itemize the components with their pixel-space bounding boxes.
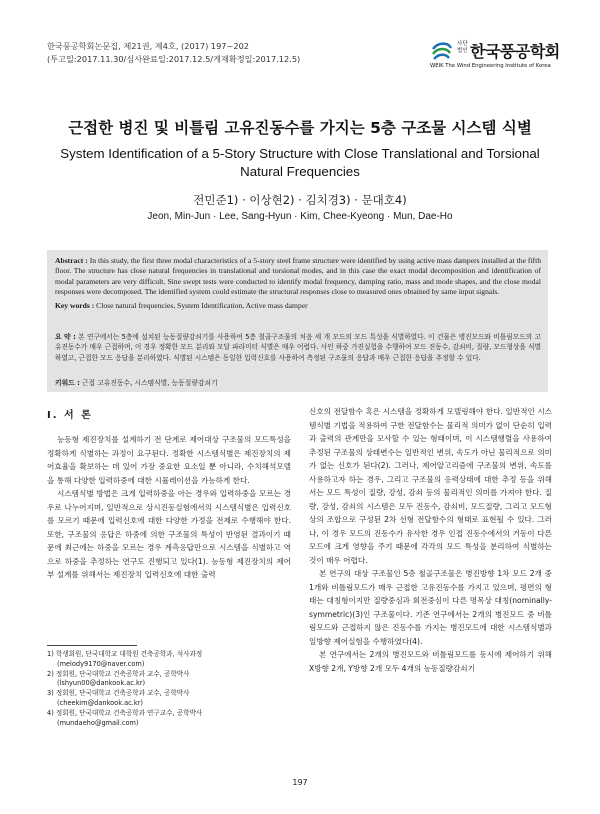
abstract-label: Abstract :: [55, 256, 88, 265]
footnote: 1) 학생회원, 단국대학교 대학원 건축공학과, 석사과정: [47, 650, 203, 658]
kw-ko-label: 키워드 :: [55, 379, 80, 387]
paragraph: 신호의 전달함수 혹은 시스템을 정확하게 모델링해야 한다. 일반적인 시스템식별 기법을 적용하여 구한 전달함수는 물리적 의미가 없이 단순히 입력과 출력의 관계만을 모사할 수 있는 형태이며, 이 시스템행렬을 사용하여 추정된 구조물의 상태변수는 일반적인 변위, 속도가 아닌 물리적으로 의미가 없는 신호가 된다(2). 그러나, 제어알고리즘에 구조물의 변위, 속도를 사용하고자 하는 경우, 그리고 구조물의 응력상태에 대한 추정 등을 위해서는 모드 특성이 질량, 강성, 감쇠 등의 물리적인 의미를 가져야 한다. 질량, 강성, 감쇠의 시스템은 모두 진동수, 감쇠비, 모드질량, 그리고 모드형상의 조합으로 구성된 2차 선형 전달함수의 형태로 표현될 수 있다. 그러나, 이 경우 모드의 진동수가 유사한 경우 인접 진동수에서의 거동이 다른 모드에 크게 영향을 주기 때문에 각각의 모드 특성을 분리하여 식별하는 것이 매우 어렵다.: [309, 407, 552, 565]
footnote-email: (mundaeho@gmail.com): [57, 718, 139, 727]
keywords-label: Key words :: [55, 300, 95, 310]
journal-citation: 한국풍공학회논문집, 제21권, 제4호, (2017) 197~202: [47, 41, 250, 51]
kw-ko-text: 근접 고유진동수, 시스템식별, 능동질량감쇠기: [81, 379, 218, 387]
abstract-korean: [55, 332, 541, 363]
footnote: 4) 정회원, 단국대학교 건축공학과 연구교수, 공학박사: [47, 708, 203, 717]
yoyak-label: 요 약 :: [55, 333, 76, 341]
body-column-left: [47, 433, 291, 582]
journal-header: [47, 40, 300, 65]
keywords-english: [55, 301, 541, 311]
paragraph: 본 연구의 대상 구조물인 5층 철골구조물은 병진방향 1차 모드 2개 중 1개와 비틀림모드가 매우 근접한 고유진동수를 가지고 있으며, 평면의 형태는 대칭형이지만 질량중심과 회전중심이 다른 명목상 대칭(nominally-symmetric)(3)인 구조물이다. 기존 연구에서는 2개의 병진모드 중 비틀림모드와 근접하지 않은 진동수를 가지는 병진모드에 대한 시스템식별과 일방향 제어실험을 수행하였다(4).: [309, 569, 552, 646]
footnote-email: (melody9170@naver.com): [57, 659, 145, 668]
yoyak-text: 본 연구에서는 5층에 설치된 능동질량감쇠기를 사용하여 5층 철골구조물의 처음 세 개 모드의 모드 특성을 식별하였다. 이 건물은 병진모드와 비틀림모드의 고유진동수가 매우 근접하며, 이 경우 정확한 모드 분리와 모달 파라미터 식별은 매우 어렵다. 사인 하중 가진실험을 수행하여 모드 진동수, 감쇠비, 질량, 모드형상을 식별하였고, 근접한 모드 응답을 분리하였다. 식별된 시스템은 동일한 입력신호를 사용하여 측정된 구조물의 응답과 매우 근접한 응답을 추정할 수 있다.: [55, 333, 541, 362]
footnotes: [47, 650, 291, 728]
abstract-text: In this study, the first three modal characteristics of a 5-story steel frame structure were identified by using active mass dampers installed at the fifth floor. The structure has close natural frequencies in translational and torsional modes, and in this case the exact modal decomposition and identification of modal parameters are very difficult. Sine swept tests were conducted to identify modal frequency, damping ratio, mass and mode shapes, and the close modal responses were decomposed. The identified system could estimate the structural responses close to measured ones obtained by same input signals.: [55, 256, 541, 297]
paragraph: 능동형 제진장치를 설계하기 전 단계로 제어대상 구조물의 모드특성을 정확하게 식별하는 과정이 요구된다. 정확한 시스템식별은 제진장치의 제어효율을 확보하는 데 있어 가장 중요한 요소일 뿐 아니라, 수치해석모델을 통해 다양한 입력하중에 대한 시뮬레이션을 가능하게 한다.: [47, 435, 291, 485]
title-english: System Identification of a 5-Story Structure with Close Translational and Torsional Natural Frequencies: [60, 146, 540, 179]
title-korean: 근접한 병진 및 비틀림 고유진동수를 가지는 5층 구조물 시스템 식별: [68, 119, 532, 137]
authors-korean: 전민준1) · 이상현2) · 김치경3) · 문대호4): [193, 193, 407, 207]
journal-dates: (투고일:2017.11.30/심사완료일:2017.12.5/게재확정일:2017.12.5): [47, 53, 301, 64]
paragraph: 본 연구에서는 2개의 병진모드와 비틀림모드를 동시에 제어하기 위해 X방향 2개, Y방향 2개 모두 4개의 능동질량감쇠기: [309, 650, 552, 673]
logo-tagline: WEIK The Wind Engineering Institute of Korea: [430, 63, 551, 69]
keywords-text: Close natural frequencies, System Identification, Active mass damper: [96, 300, 308, 310]
abstract-box: [47, 250, 548, 392]
page-number: 197: [292, 778, 308, 787]
keywords-korean: [55, 377, 541, 387]
section-heading: I. 서 론: [47, 410, 93, 421]
footnote: 3) 정회원, 단국대학교 건축공학과 교수, 공학박사: [47, 689, 190, 698]
society-logo: [430, 39, 570, 73]
wind-swirl-icon: [430, 41, 454, 63]
logo-name: 한국풍공학회: [470, 42, 560, 61]
body-column-right: [309, 405, 552, 675]
footnote-divider: [47, 645, 137, 646]
footnote: 2) 정회원, 단국대학교 건축공학과 교수, 공학박사: [47, 669, 190, 678]
footnote-email: (cheekim@dankook.ac.kr): [57, 698, 143, 707]
logo-prefix: 사단법인: [457, 41, 468, 54]
footnote-email: (lshyun00@dankook.ac.kr): [57, 679, 146, 688]
paragraph: 시스템식별 방법은 크게 입력하중을 아는 경우와 입력하중을 모르는 경우로 나누어지며, 일반적으로 상시진동실험에서의 시스템식별은 입력신호를 모르기 때문에 입력신호에 대한 다양한 가정을 전제로 수행해야 한다. 또한, 구조물의 응답은 하중에 의한 구조물의 특성이 반영된 결과이기 때문에 최근에는 하중을 모르는 경우 계측응답만으로 시스템을 식별하고 역으로 하중을 추정하는 연구도 진행되고 있다(1). 능동형 제진장치의 제어부 설계를 위해서는 제진장치 입력신호에 대한 출력: [47, 489, 291, 579]
authors-english: Jeon, Min-Jun · Lee, Sang-Hyun · Kim, Chee-Kyeong · Mun, Dae-Ho: [147, 211, 453, 222]
abstract-english: [55, 256, 541, 311]
